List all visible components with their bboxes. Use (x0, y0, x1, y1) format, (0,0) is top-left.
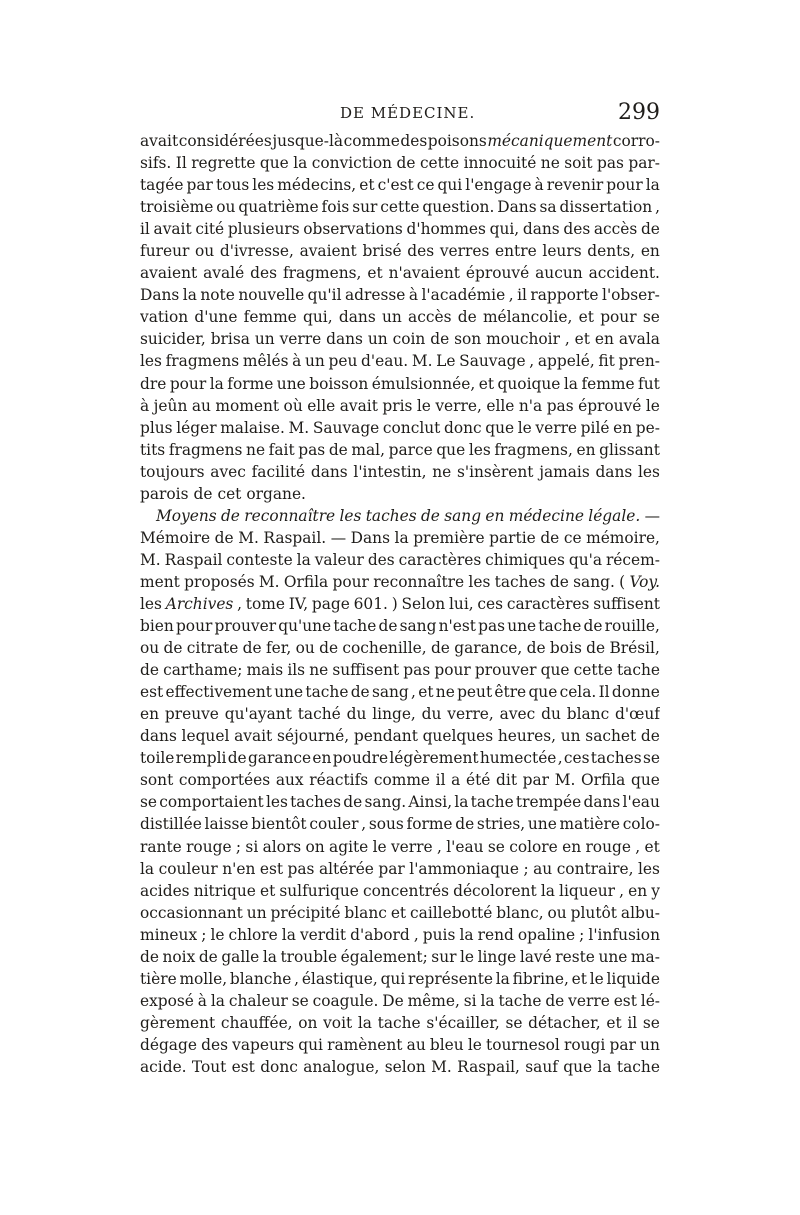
text-line: de carthame; mais ils ne suffisent pas pour prouver que cette tache (140, 661, 660, 680)
text-line: bien pour prouver qu'une tache de sang n'est pas une tache de rouille, (140, 617, 660, 636)
text-line: mineux ; le chlore la verdit d'abord , puis la rend opaline ; l'infusion (140, 925, 660, 944)
text-line: est effectivement une tache de sang , et ne peut être que cela. Il donne (140, 683, 660, 702)
text-line: occasionnant un précipité blanc et caillebotté blanc, ou plutôt albu- (140, 903, 660, 922)
text-line: à jeûn au moment où elle avait pris le verre, elle n'a pas éprouvé le (140, 396, 660, 415)
text-line: distillée laisse bientôt couler , sous forme de stries, une matière colo- (140, 815, 660, 834)
text-line: M. Raspail conteste la valeur des caractères chimiques qu'a récem- (140, 550, 660, 569)
text-line: de noix de galle la trouble également; sur le linge lavé reste une ma- (140, 947, 660, 966)
text-line: dre pour la forme une boisson émulsionnée, et quoique la femme fut (140, 374, 660, 393)
running-head (140, 100, 660, 130)
text-line: Dans la note nouvelle qu'il adresse à l'académie , il rapporte l'obser- (140, 286, 660, 305)
text-line: gèrement chauffée, on voit la tache s'écailler, se détacher, et il se (140, 1013, 660, 1032)
text-line: Mémoire de M. Raspail. — Dans la première partie de ce mémoire, (140, 528, 660, 547)
text-line: vation d'une femme qui, dans un accès de mélancolie, et pour se (140, 308, 660, 327)
text-line: Moyens de reconnaître les taches de sang en médecine légale. — (156, 506, 660, 525)
text-line: dégage des vapeurs qui ramènent au bleu le tournesol rougi par un (140, 1035, 660, 1054)
text-line: la couleur n'en est pas altérée par l'ammoniaque ; au contraire, les (140, 859, 660, 878)
text-line: avait considérées jusque-là comme des poisons mécaniquement corro- (140, 132, 660, 150)
body-text (140, 130, 660, 1078)
text-line: se comportaient les taches de sang. Ainsi, la tache trempée dans l'eau (140, 793, 660, 812)
text-line: rante rouge ; si alors on agite le verre , l'eau se colore en rouge , et (140, 837, 660, 856)
text-line: parois de cet organe. (140, 484, 306, 503)
text-line: avaient avalé des fragmens, et n'avaient éprouvé aucun accident. (140, 264, 660, 283)
text-line: les fragmens mêlés à un peu d'eau. M. Le Sauvage , appelé, fit pren- (140, 352, 660, 371)
text-line: dans lequel avait séjourné, pendant quelques heures, un sachet de (140, 727, 660, 746)
page-number: 299 (618, 100, 660, 125)
text-line: sifs. Il regrette que la conviction de cette innocuité ne soit pas par- (140, 154, 660, 173)
text-line: toujours avec facilité dans l'intestin, ne s'insèrent jamais dans les (140, 462, 660, 481)
text-line: acides nitrique et sulfurique concentrés décolorent la liqueur , en y (140, 881, 660, 900)
text-line: acide. Tout est donc analogue, selon M. Raspail, sauf que la tache (140, 1057, 660, 1076)
text-line: en preuve qu'ayant taché du linge, du verre, avec du blanc d'œuf (140, 705, 660, 724)
running-title: DE MÉDECINE. (340, 104, 476, 122)
text-line: plus léger malaise. M. Sauvage conclut donc que le verre pilé en pe- (140, 418, 660, 437)
text-line: ou de citrate de fer, ou de cochenille, de garance, de bois de Brésil, (140, 639, 660, 658)
text-line: il avait cité plusieurs observations d'hommes qui, dans des accès de (140, 220, 660, 239)
text-line: exposé à la chaleur se coagule. De même, si la tache de verre est lé- (140, 991, 660, 1010)
text-line: tière molle, blanche , élastique, qui représente la fibrine, et le liquide (140, 969, 660, 988)
text-line: suicider, brisa un verre dans un coin de son mouchoir , et en avala (140, 330, 660, 349)
text-line: toile rempli de garance en poudre légèrement humectée , ces taches se (140, 749, 660, 768)
text-line: tits fragmens ne fait pas de mal, parce que les fragmens, en glissant (140, 440, 660, 459)
text-line: ment proposés M. Orfila pour reconnaître les taches de sang. ( Voy. (140, 572, 660, 591)
text-line: fureur ou d'ivresse, avaient brisé des verres entre leurs dents, en (140, 242, 660, 261)
text-line: tagée par tous les médecins, et c'est ce qui l'engage à revenir pour la (140, 176, 660, 195)
text-line: troisième ou quatrième fois sur cette question. Dans sa dissertation , (140, 198, 660, 217)
text-line: sont comportées aux réactifs comme il a été dit par M. Orfila que (140, 771, 660, 790)
text-line: les Archives , tome IV, page 601. ) Selon lui, ces caractères suffisent (140, 594, 660, 613)
